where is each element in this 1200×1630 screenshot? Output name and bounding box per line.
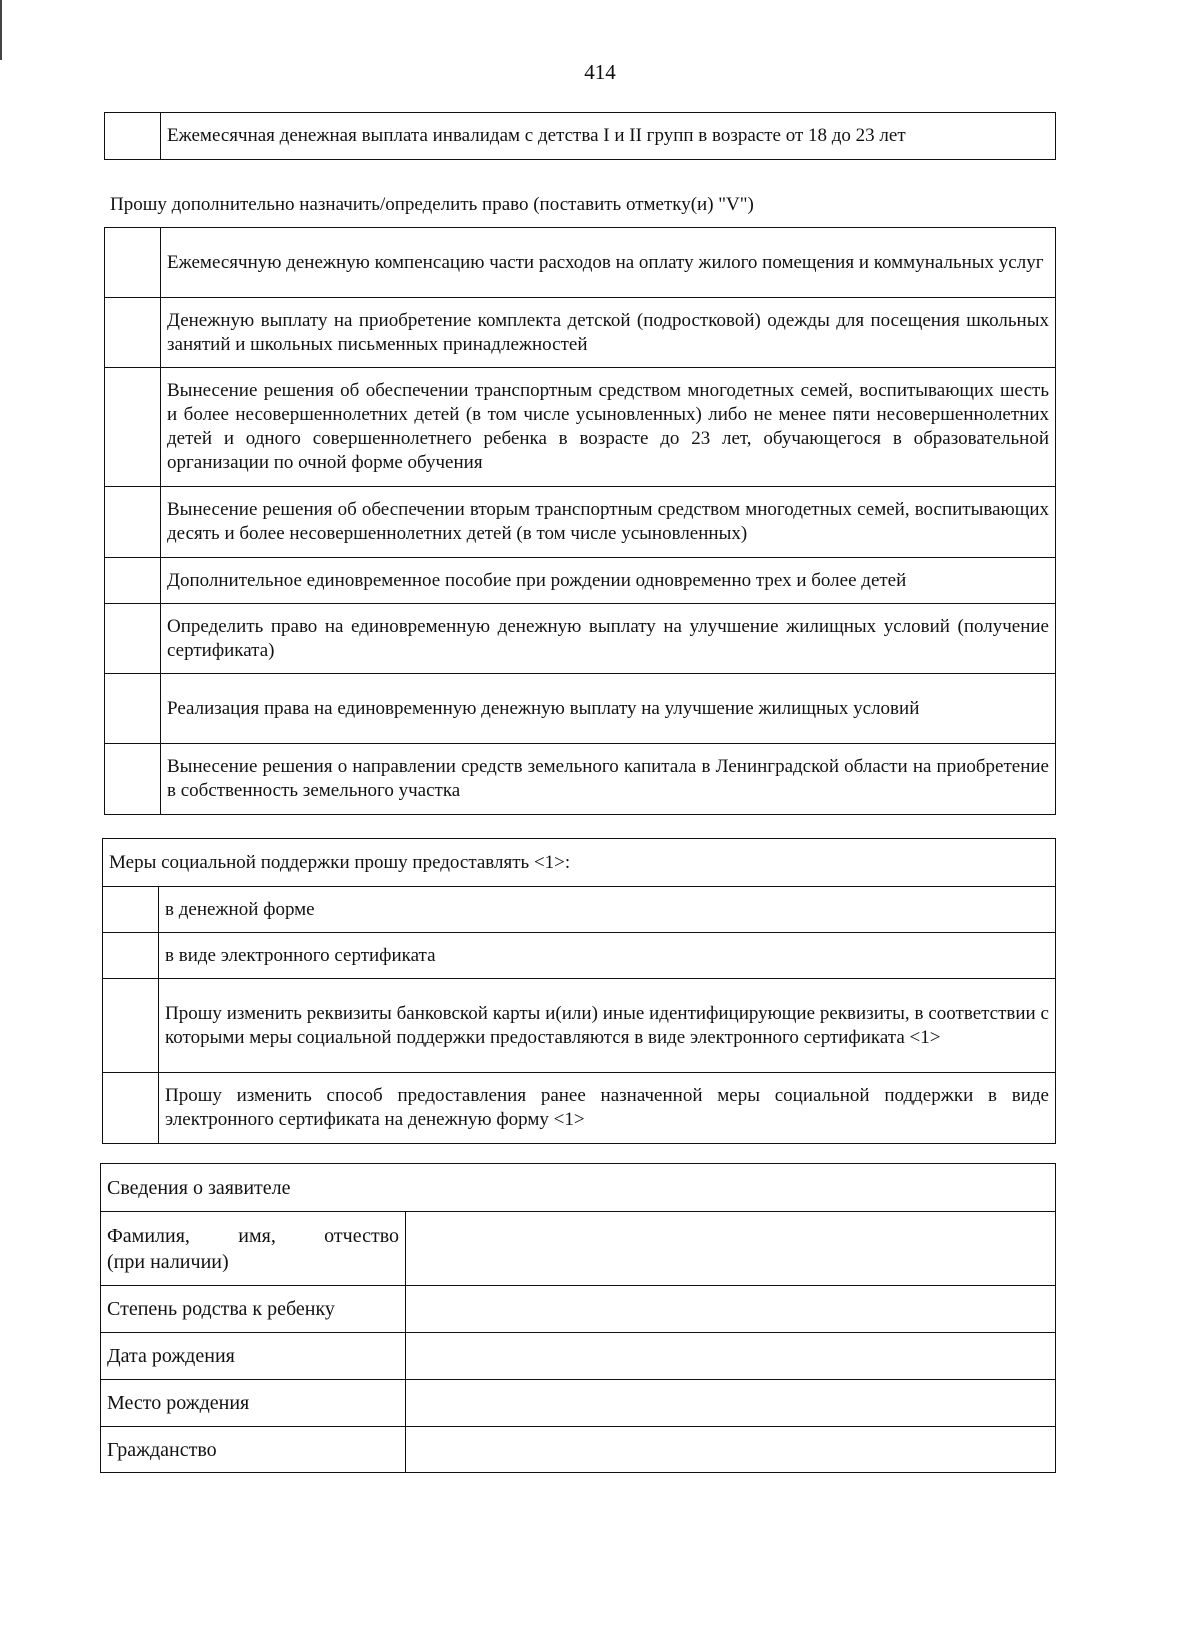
support-option-label: Прошу изменить реквизиты банковской карты и(или) иные идентифицирующие реквизиты, в соответствии с которыми меры социальной поддержки предоставляются в виде электронного сертификата <1>: [159, 979, 1056, 1073]
checkbox-cell[interactable]: [103, 933, 159, 979]
table-row: [105, 228, 1056, 298]
support-header: Меры социальной поддержки прошу предоставлять <1>:: [103, 839, 1056, 887]
table-row: [103, 979, 1056, 1073]
birth-date-label: Дата рождения: [101, 1333, 406, 1380]
checkbox-cell[interactable]: [105, 298, 161, 368]
table-row: [103, 1073, 1056, 1144]
table-row: [101, 1380, 1056, 1427]
table-row: [101, 1427, 1056, 1473]
table-row: [103, 933, 1056, 979]
scan-edge-mark: [0, 0, 2, 60]
checkbox-cell[interactable]: [105, 674, 161, 744]
citizenship-label: Гражданство: [101, 1427, 406, 1473]
fio-label-line2: (при наличии): [107, 1250, 229, 1273]
option-label: Вынесение решения о направлении средств земельного капитала в Ленинградской области на приобретение в собственность земельного участка: [161, 744, 1056, 815]
checkbox-cell[interactable]: [103, 979, 159, 1073]
checkbox-cell[interactable]: [105, 744, 161, 815]
fio-label: [101, 1212, 406, 1286]
kinship-value-field[interactable]: [406, 1286, 1056, 1333]
table-row: [105, 368, 1056, 487]
option-label: Ежемесячную денежную компенсацию части расходов на оплату жилого помещения и коммунальных услуг: [161, 228, 1056, 298]
checkbox-cell[interactable]: [105, 113, 161, 160]
table-row: [105, 113, 1056, 160]
fio-value-field[interactable]: [406, 1212, 1056, 1286]
fio-label-line1: Фамилия, имя, отчество: [107, 1224, 399, 1247]
table-row: [105, 744, 1056, 815]
option-label: Определить право на единовременную денежную выплату на улучшение жилищных условий (получение сертификата): [161, 604, 1056, 674]
table-row: [105, 558, 1056, 604]
option-label: Реализация права на единовременную денежную выплату на улучшение жилищных условий: [161, 674, 1056, 744]
citizenship-value-field[interactable]: [406, 1427, 1056, 1473]
option-label: Денежную выплату на приобретение комплекта детской (подростковой) одежды для посещения школьных занятий и школьных письменных принадлежностей: [161, 298, 1056, 368]
table-row: [105, 674, 1056, 744]
table-row: [101, 1333, 1056, 1380]
applicant-header: Сведения о заявителе: [101, 1164, 1056, 1212]
kinship-label: Степень родства к ребенку: [101, 1286, 406, 1333]
table-row: [105, 298, 1056, 368]
checkbox-cell[interactable]: [105, 558, 161, 604]
table-row: [101, 1286, 1056, 1333]
checkbox-cell[interactable]: [105, 368, 161, 487]
checkbox-cell[interactable]: [103, 1073, 159, 1144]
support-option-label: Прошу изменить способ предоставления ранее назначенной меры социальной поддержки в виде электронного сертификата на денежную форму <1>: [159, 1073, 1056, 1144]
table-row: [105, 487, 1056, 558]
option-label: Дополнительное единовременное пособие при рождении одновременно трех и более детей: [161, 558, 1056, 604]
table-row: [103, 839, 1056, 887]
table-row: [101, 1164, 1056, 1212]
support-option-label: в денежной форме: [159, 887, 1056, 933]
page-number: 414: [584, 60, 616, 84]
support-form-table: [102, 838, 1056, 1144]
support-option-label: в виде электронного сертификата: [159, 933, 1056, 979]
table-row: [105, 604, 1056, 674]
checkbox-cell[interactable]: [105, 487, 161, 558]
checkbox-cell[interactable]: [105, 604, 161, 674]
checkbox-cell[interactable]: [105, 228, 161, 298]
option-label: Вынесение решения об обеспечении вторым транспортным средством многодетных семей, воспитывающих десять и более несовершеннолетних детей (в том числе усыновленных): [161, 487, 1056, 558]
option-label: Вынесение решения об обеспечении транспортным средством многодетных семей, воспитывающих шесть и более несовершеннолетних детей (в том числе усыновленных) либо не менее пяти несовершеннолетних детей и одного совершеннолетнего ребенка в возрасте до 23 лет, обучающегося в образовательной организации по очной форме обучения: [161, 368, 1056, 487]
checkbox-cell[interactable]: [103, 887, 159, 933]
birth-place-value-field[interactable]: [406, 1380, 1056, 1427]
benefit-row-table: [104, 112, 1056, 160]
birth-place-label: Место рождения: [101, 1380, 406, 1427]
table-row: [103, 887, 1056, 933]
applicant-info-table: [100, 1163, 1056, 1473]
additional-request-intro: Прошу дополнительно назначить/определить право (поставить отметку(и) "V"): [110, 194, 754, 215]
table-row: [101, 1212, 1056, 1286]
benefit-label: Ежемесячная денежная выплата инвалидам с детства I и II групп в возрасте от 18 до 23 лет: [161, 113, 1056, 160]
additional-options-table: [104, 227, 1056, 815]
birth-date-value-field[interactable]: [406, 1333, 1056, 1380]
